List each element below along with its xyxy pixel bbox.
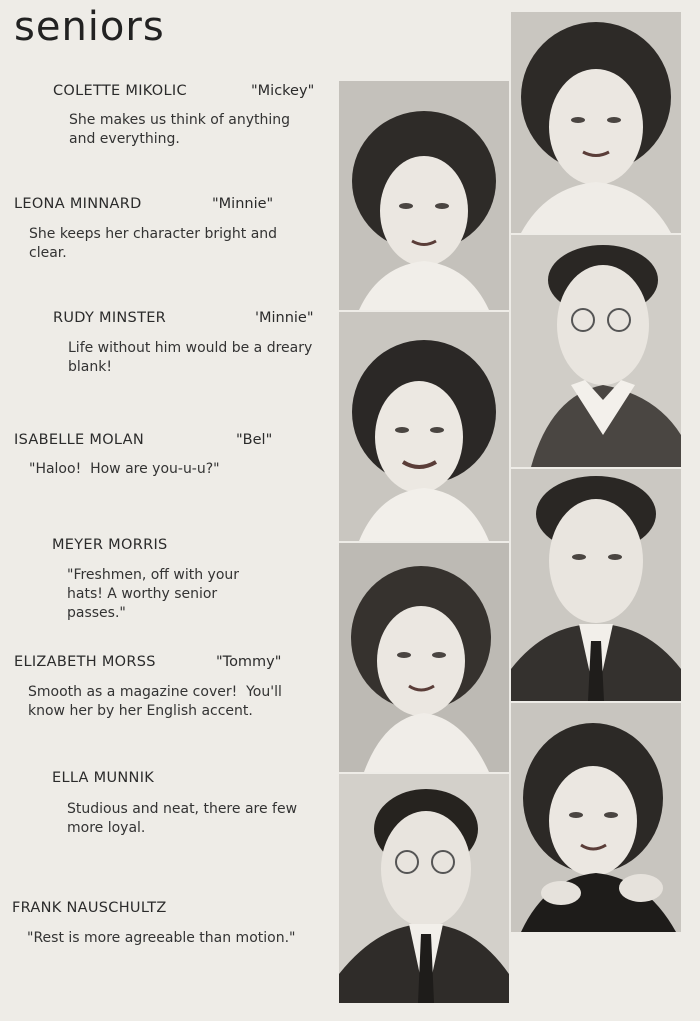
senior-entry-isabelle-molan	[14, 432, 284, 482]
portrait-photo-man	[511, 235, 681, 467]
portrait-photo-woman	[339, 543, 509, 772]
senior-quote: Smooth as a magazine cover! You'll know her by her English accent.	[28, 684, 287, 719]
portrait-photo-woman	[339, 81, 509, 310]
senior-name: ISABELLE MOLAN	[14, 432, 145, 448]
senior-name: RUDY MINSTER	[53, 310, 167, 326]
senior-quote: Studious and neat, there are few more loyal.	[67, 801, 298, 836]
page-title: seniors	[14, 4, 165, 50]
senior-nickname: "Bel"	[236, 432, 273, 448]
senior-nickname: "Mickey"	[251, 83, 315, 99]
senior-name: ELIZABETH MORSS	[14, 654, 156, 670]
senior-quote: She makes us think of anything and everything.	[69, 112, 290, 147]
senior-quote: Life without him would be a dreary blank!	[68, 340, 313, 375]
portrait-photo-woman	[511, 12, 681, 233]
senior-nickname: 'Minnie"	[255, 310, 314, 326]
senior-nickname: "Minnie"	[212, 196, 274, 212]
senior-name: ELLA MUNNIK	[52, 770, 155, 786]
senior-quote: She keeps her character bright and clear.	[29, 226, 278, 261]
senior-entry-rudy-minster	[53, 310, 318, 380]
portrait-photo-man	[339, 774, 509, 1003]
senior-entry-ella-munnik	[52, 770, 317, 840]
senior-name: MEYER MORRIS	[52, 537, 168, 553]
senior-quote: "Freshmen, off with your hats! A worthy senior passes."	[67, 567, 240, 621]
senior-quote: "Haloo! How are you-u-u?"	[29, 461, 220, 477]
senior-entry-leona-minnard	[14, 196, 284, 266]
senior-nickname: "Tommy"	[216, 654, 282, 670]
portrait-photo-woman	[511, 703, 681, 932]
portrait-photo-woman	[339, 312, 509, 541]
senior-entry-meyer-morris	[52, 537, 317, 621]
senior-name: COLETTE MIKOLIC	[53, 83, 187, 99]
senior-entry-elizabeth-morss	[14, 654, 294, 724]
senior-entry-frank-nauschultz	[12, 900, 312, 950]
senior-name: FRANK NAUSCHULTZ	[12, 900, 167, 916]
senior-quote: "Rest is more agreeable than motion."	[27, 930, 296, 946]
portrait-photo-man	[511, 469, 681, 701]
senior-entry-colette-mikolic	[53, 83, 318, 153]
senior-name: LEONA MINNARD	[14, 196, 142, 212]
